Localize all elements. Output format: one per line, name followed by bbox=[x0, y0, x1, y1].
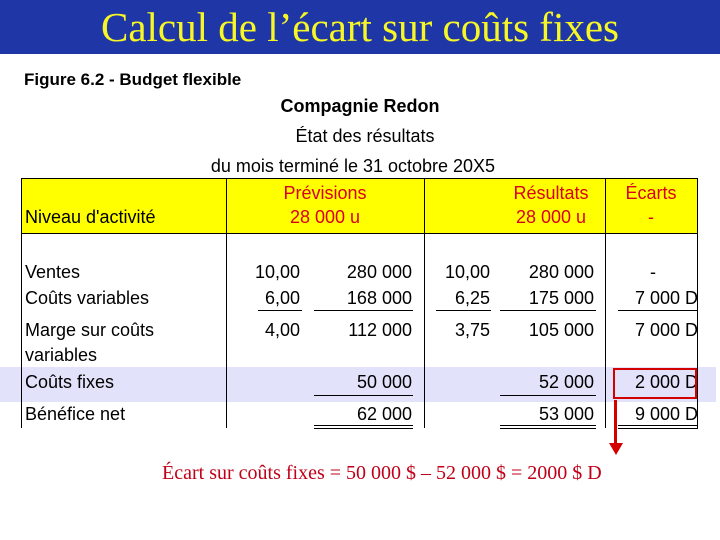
total-double-underline bbox=[314, 425, 413, 426]
ecart-cell: 9 000 D bbox=[634, 404, 698, 424]
total-double-underline bbox=[618, 428, 698, 429]
total-double-underline bbox=[314, 428, 413, 429]
res-total-cell: 53 000 bbox=[538, 404, 594, 424]
res-total-cell: 105 000 bbox=[528, 320, 594, 340]
row-label-ventes: Ventes bbox=[25, 262, 81, 282]
subtotal-underline bbox=[436, 310, 491, 311]
subtotal-underline bbox=[258, 310, 302, 311]
figure-label: Figure 6.2 - Budget flexible bbox=[24, 70, 242, 89]
column-divider bbox=[424, 178, 425, 428]
fixed-cost-variance-highlight-box bbox=[613, 368, 697, 399]
prev-total-cell: 168 000 bbox=[346, 288, 412, 308]
variance-formula: Écart sur coûts fixes = 50 000 $ – 52 000 $ = 2000 $ D bbox=[162, 462, 602, 484]
table-border-left bbox=[21, 178, 22, 428]
header-divider bbox=[21, 233, 697, 234]
prev-total-cell: 50 000 bbox=[356, 372, 412, 392]
res-total-cell: 52 000 bbox=[538, 372, 594, 392]
statement-period: du mois terminé le 31 octobre 20X5 bbox=[210, 156, 496, 176]
table-border-top bbox=[21, 178, 697, 179]
res-total-cell: 280 000 bbox=[528, 262, 594, 282]
res-unit-cell: 3,75 bbox=[454, 320, 490, 340]
prev-total-cell: 112 000 bbox=[348, 320, 412, 340]
row-label-couts-fixes: Coûts fixes bbox=[25, 372, 115, 392]
previsions-header: Prévisions bbox=[283, 183, 367, 203]
total-double-underline bbox=[618, 425, 698, 426]
row-label-marge-line2: variables bbox=[25, 345, 98, 365]
ecart-cell: - bbox=[650, 262, 656, 282]
arrow-down-icon bbox=[609, 443, 623, 455]
res-total-cell: 175 000 bbox=[528, 288, 594, 308]
subtotal-underline bbox=[500, 395, 596, 396]
callout-arrow-icon bbox=[614, 400, 617, 445]
ecarts-units: - bbox=[648, 207, 654, 227]
total-double-underline bbox=[500, 428, 596, 429]
prev-unit-cell: 10,00 bbox=[254, 262, 300, 282]
subtotal-underline bbox=[618, 310, 698, 311]
ecarts-header: Écarts bbox=[625, 183, 677, 203]
subtotal-underline bbox=[314, 395, 413, 396]
res-unit-cell: 6,25 bbox=[454, 288, 490, 308]
prev-unit-cell: 4,00 bbox=[264, 320, 300, 340]
activity-level-label: Niveau d'activité bbox=[25, 207, 156, 227]
resultats-units: 28 000 u bbox=[515, 207, 587, 227]
ecart-cell: 7 000 D bbox=[634, 288, 698, 308]
prev-unit-cell: 6,00 bbox=[264, 288, 300, 308]
total-double-underline bbox=[500, 425, 596, 426]
subtotal-underline bbox=[500, 310, 596, 311]
row-label-marge: Marge sur coûts bbox=[25, 320, 155, 340]
ecart-cell: 7 000 D bbox=[634, 320, 698, 340]
company-name: Compagnie Redon bbox=[280, 96, 440, 116]
previsions-units: 28 000 u bbox=[289, 207, 361, 227]
subtotal-underline bbox=[314, 310, 413, 311]
ecart-cell: 2 000 D bbox=[634, 372, 698, 392]
resultats-header: Résultats bbox=[513, 183, 589, 203]
prev-total-cell: 62 000 bbox=[356, 404, 412, 424]
slide-title: Calcul de l’écart sur coûts fixes bbox=[100, 4, 619, 50]
row-label-couts-variables: Coûts variables bbox=[25, 288, 150, 308]
row-label-benefice-net: Bénéfice net bbox=[25, 404, 126, 424]
prev-total-cell: 280 000 bbox=[346, 262, 412, 282]
statement-title: État des résultats bbox=[295, 126, 435, 146]
res-unit-cell: 10,00 bbox=[444, 262, 490, 282]
